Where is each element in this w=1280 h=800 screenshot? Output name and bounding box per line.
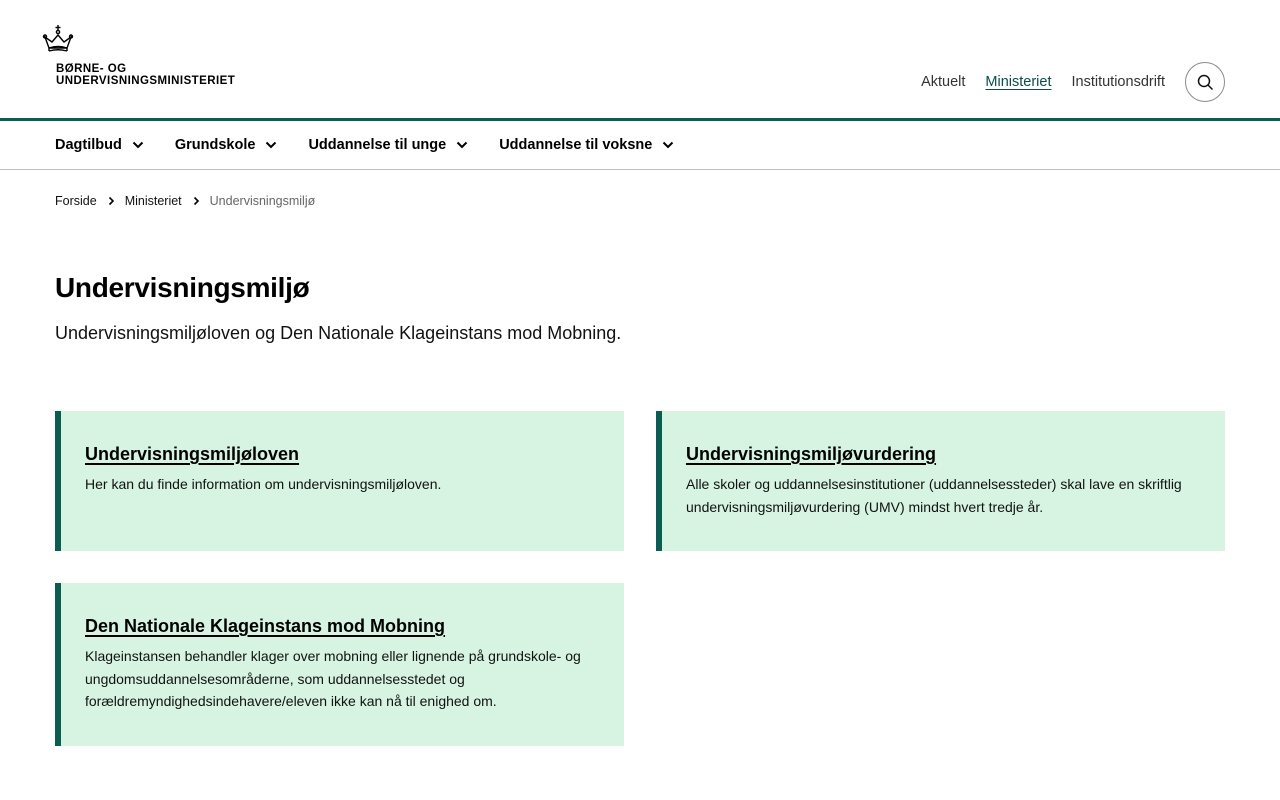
main-nav-label: Grundskole — [174, 137, 256, 153]
chevron-down-icon — [264, 138, 278, 152]
card-title-link[interactable]: Undervisningsmiljøloven — [85, 444, 300, 464]
main-nav-uddannelse-til-voksne[interactable] — [499, 137, 675, 153]
chevron-down-icon — [661, 138, 675, 152]
main-nav-label: Uddannelse til voksne — [499, 137, 653, 153]
chevron-right-icon — [191, 196, 201, 206]
top-nav-institutionsdrift[interactable]: Institutionsdrift — [1071, 74, 1165, 90]
main-navigation — [0, 121, 1280, 170]
chevron-down-icon — [131, 138, 145, 152]
top-navigation — [921, 62, 1225, 102]
logo-text-line1: BØRNE- OG — [56, 63, 127, 75]
logo-text — [56, 63, 235, 87]
top-nav-ministeriet[interactable]: Ministeriet — [985, 74, 1052, 90]
top-nav-aktuelt[interactable]: Aktuelt — [921, 74, 966, 90]
logo-text-line2: UNDERVISNINGSMINISTERIET — [56, 75, 236, 87]
page-lead: Undervisningsmiljøloven og Den Nationale Klageinstans mod Mobning. — [55, 323, 622, 343]
main-nav-label: Uddannelse til unge — [308, 137, 447, 153]
card-klageinstans-mod-mobning — [55, 583, 624, 746]
crown-icon — [42, 24, 74, 56]
ministry-logo[interactable] — [40, 24, 250, 90]
main-nav-uddannelse-til-unge[interactable] — [308, 137, 469, 153]
card-description: Klageinstansen behandler klager over mobning eller lignende på grundskole- og ungdomsuddannelsesområderne, som uddannelsesstedet og forældremyndighedsindehavere/eleven ikke kan nå til enighed om. — [85, 648, 581, 709]
chevron-down-icon — [455, 138, 469, 152]
page-title: Undervisningsmiljø — [55, 272, 310, 303]
main-nav-grundskole[interactable] — [175, 137, 279, 153]
search-button[interactable] — [1185, 62, 1225, 102]
search-icon — [1197, 74, 1214, 91]
card-description: Her kan du finde information om undervisningsmiljøloven. — [85, 476, 442, 492]
card-description: Alle skoler og uddannelsesinstitutioner (uddannelsessteder) skal lave en skriftlig undervisningsmiljøvurdering (UMV) mindst hvert tredje år. — [686, 476, 1182, 515]
breadcrumb-current: Undervisningsmiljø — [209, 194, 316, 208]
card-undervisningsmiljovurdering — [656, 411, 1225, 551]
breadcrumb-forside[interactable]: Forside — [55, 194, 97, 208]
main-nav-dagtilbud[interactable] — [55, 137, 145, 153]
breadcrumb — [55, 194, 315, 208]
chevron-right-icon — [106, 196, 116, 206]
breadcrumb-ministeriet[interactable]: Ministeriet — [124, 194, 182, 208]
card-undervisningsmiljoloven — [55, 411, 624, 551]
main-nav-label: Dagtilbud — [55, 137, 122, 153]
card-title-link[interactable]: Undervisningsmiljøvurdering — [686, 444, 937, 464]
site-header — [0, 0, 1280, 118]
card-title-link[interactable]: Den Nationale Klageinstans mod Mobning — [85, 616, 446, 636]
